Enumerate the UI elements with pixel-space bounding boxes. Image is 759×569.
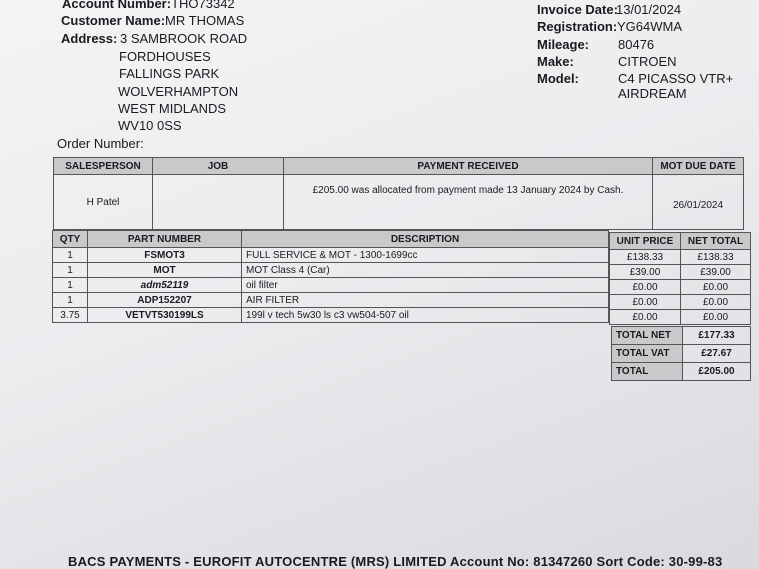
account-number-value: THO73342 (171, 0, 235, 11)
net-total-cell: £138.33 (681, 250, 751, 265)
description-cell: oil filter (242, 278, 609, 293)
payment-table (53, 157, 744, 230)
part-number-header: PART NUMBER (88, 231, 242, 248)
total-net-row (612, 327, 751, 345)
address-line-4: WOLVERHAMPTON (118, 84, 239, 99)
table-row (53, 263, 609, 278)
qty-cell: 1 (53, 278, 88, 293)
unit-price-cell: £0.00 (610, 280, 681, 295)
mot-due-date-value: 26/01/2024 (653, 175, 744, 230)
parts-table-header (53, 231, 609, 248)
order-number-label: Order Number: (57, 136, 144, 151)
totals-table (611, 326, 751, 381)
total-vat-value: £27.67 (683, 345, 751, 363)
price-table (609, 232, 751, 325)
net-total-cell: £0.00 (681, 280, 751, 295)
part-number-cell: adm52119 (88, 278, 242, 293)
part-number-cell: VETVT530199LS (88, 308, 242, 323)
qty-cell: 1 (53, 293, 88, 308)
address-label: Address: (61, 31, 118, 46)
bacs-payment-footer: BACS PAYMENTS - EUROFIT AUTOCENTRE (MRS) LIMITED Account No: 81347260 Sort Code: 30-99-83 (68, 554, 723, 569)
address-line-2: FORDHOUSES (119, 49, 211, 64)
mileage-label: Mileage: (537, 37, 590, 52)
description-cell: FULL SERVICE & MOT - 1300-1699cc (242, 248, 609, 263)
salesperson-value: H Patel (54, 175, 153, 230)
qty-cell: 3.75 (53, 308, 88, 323)
qty-cell: 1 (53, 263, 88, 278)
table-row (610, 250, 751, 265)
invoice-date-value: 13/01/2024 (616, 2, 682, 17)
account-number-row (62, 0, 235, 11)
mileage-value: 80476 (618, 37, 655, 52)
address-line-6: WV10 0SS (118, 118, 182, 133)
table-row (610, 295, 751, 310)
unit-price-header: UNIT PRICE (610, 233, 681, 250)
table-row (610, 310, 751, 325)
description-header: DESCRIPTION (242, 231, 609, 248)
table-row (610, 265, 751, 280)
address-line-3: FALLINGS PARK (119, 66, 220, 81)
table-row (53, 278, 609, 293)
qty-cell: 1 (53, 248, 88, 263)
model-value-line2: AIRDREAM (618, 86, 687, 101)
mot-due-date-header: MOT DUE DATE (653, 158, 744, 175)
table-row (53, 308, 609, 323)
table-row (53, 248, 609, 263)
make-value: CITROEN (618, 54, 677, 69)
customer-name-label: Customer Name: (61, 13, 166, 28)
total-label: TOTAL (612, 363, 683, 381)
job-header: JOB (153, 158, 284, 175)
payment-received-value: £205.00 was allocated from payment made 13 January 2024 by Cash. (284, 175, 653, 230)
job-value (153, 175, 284, 230)
model-value-line1: C4 PICASSO VTR+ (618, 71, 734, 86)
registration-label: Registration: (537, 19, 618, 34)
payment-table-row (54, 175, 744, 230)
customer-name-value: MR THOMAS (165, 13, 245, 28)
description-cell: MOT Class 4 (Car) (242, 263, 609, 278)
payment-received-header: PAYMENT RECEIVED (284, 158, 653, 175)
account-number-label: Account Number: (62, 0, 172, 11)
unit-price-cell: £138.33 (610, 250, 681, 265)
description-cell: 199l v tech 5w30 ls c3 vw504-507 oil (242, 308, 609, 323)
table-row (610, 280, 751, 295)
invoice-date-label: Invoice Date: (537, 2, 618, 17)
total-net-value: £177.33 (683, 327, 751, 345)
table-row (53, 293, 609, 308)
unit-price-cell: £39.00 (610, 265, 681, 280)
net-total-cell: £0.00 (681, 295, 751, 310)
net-total-header: NET TOTAL (681, 233, 751, 250)
address-line-1: 3 SAMBROOK ROAD (120, 31, 248, 46)
grand-total-row (612, 363, 751, 381)
registration-value: YG64WMA (617, 19, 683, 34)
unit-price-cell: £0.00 (610, 295, 681, 310)
part-number-cell: MOT (88, 263, 242, 278)
total-vat-row (612, 345, 751, 363)
description-cell: AIR FILTER (242, 293, 609, 308)
customer-name-row (61, 13, 244, 28)
unit-price-cell: £0.00 (610, 310, 681, 325)
total-vat-label: TOTAL VAT (612, 345, 683, 363)
salesperson-header: SALESPERSON (54, 158, 153, 175)
make-label: Make: (537, 54, 574, 69)
part-number-cell: ADP152207 (88, 293, 242, 308)
qty-header: QTY (53, 231, 88, 248)
net-total-cell: £39.00 (681, 265, 751, 280)
payment-table-header (54, 158, 744, 175)
net-total-cell: £0.00 (681, 310, 751, 325)
model-label: Model: (537, 71, 579, 86)
total-value: £205.00 (683, 363, 751, 381)
parts-table (52, 230, 609, 323)
part-number-cell: FSMOT3 (88, 248, 242, 263)
address-line-5: WEST MIDLANDS (118, 101, 227, 116)
price-table-header (610, 233, 751, 250)
total-net-label: TOTAL NET (612, 327, 683, 345)
